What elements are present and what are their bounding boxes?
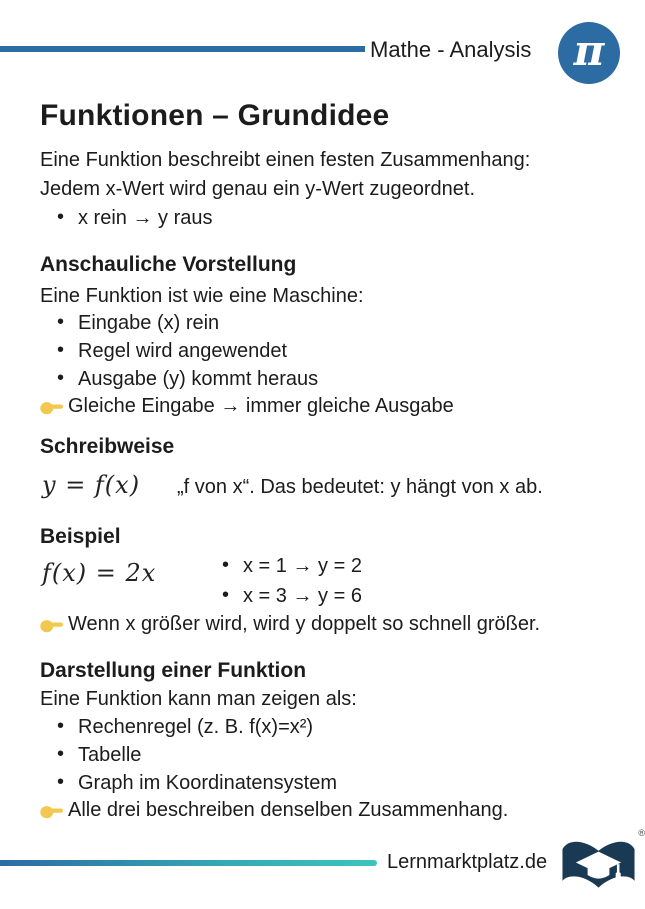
formula-fx-2x: f(x) = 2x (42, 559, 157, 587)
note-text: Alle drei beschreiben denselben Zusammenhang. (68, 799, 509, 821)
registered-trademark: ® (638, 828, 645, 838)
lernmarktplatz-logo-icon (556, 828, 645, 896)
note-text: Gleiche Eingabe → immer gleiche Ausgabe (68, 395, 454, 417)
darstellung-note (40, 796, 508, 824)
pointing-finger-icon (40, 803, 63, 820)
intro-line-2: Jedem x-Wert wird genau ein y-Wert zugeordnet. (40, 177, 476, 200)
list-item: • x = 3 → y = 6 (222, 581, 362, 611)
section-heading-darstellung: Darstellung einer Funktion (40, 659, 307, 682)
pointing-finger-icon (40, 399, 63, 416)
pointing-finger-icon (40, 617, 63, 634)
vorstellung-note (40, 392, 454, 420)
formula-y-fx: y = f(x) (42, 471, 141, 499)
pi-logo-icon (558, 22, 620, 84)
vorstellung-bullet-list (57, 309, 318, 393)
footer-site-name: Lernmarktplatz.de (387, 851, 548, 873)
vorstellung-intro: Eine Funktion ist wie eine Maschine: (40, 285, 364, 307)
page-title: Funktionen – Grundidee (40, 99, 390, 132)
section-heading-beispiel: Beispiel (40, 525, 121, 548)
pi-symbol: π (573, 26, 605, 75)
list-item: • Graph im Koordinatensystem (57, 769, 337, 797)
intro-line-1: Eine Funktion beschreibt einen festen Zusammenhang: (40, 149, 531, 171)
darstellung-bullet-list (57, 713, 337, 797)
section-heading-schreibweise: Schreibweise (40, 435, 175, 458)
list-item: • Ausgabe (y) kommt heraus (57, 365, 318, 393)
formula-explanation: „f von x“. Das bedeutet: y hängt von x ab. (177, 476, 543, 498)
list-item: • Rechenregel (z. B. f(x)=x²) (57, 713, 337, 741)
footer-rule (0, 860, 377, 866)
section-heading-vorstellung: Anschauliche Vorstellung (40, 253, 297, 276)
header-subject: Mathe - Analysis (370, 37, 532, 62)
header-rule (0, 46, 365, 52)
intro-paragraph (40, 146, 530, 203)
list-item: • x = 1 → y = 2 (222, 551, 362, 581)
list-item: • x rein → y raus (57, 204, 212, 232)
list-item: • Tabelle (57, 741, 337, 769)
list-item: • Regel wird angewendet (57, 337, 318, 365)
darstellung-intro: Eine Funktion kann man zeigen als: (40, 688, 357, 710)
beispiel-bullet-list (222, 551, 362, 611)
intro-bullet-list (57, 204, 212, 232)
note-text: Wenn x größer wird, wird y doppelt so schnell größer. (68, 613, 541, 635)
beispiel-note (40, 610, 540, 638)
list-item: • Eingabe (x) rein (57, 309, 318, 337)
